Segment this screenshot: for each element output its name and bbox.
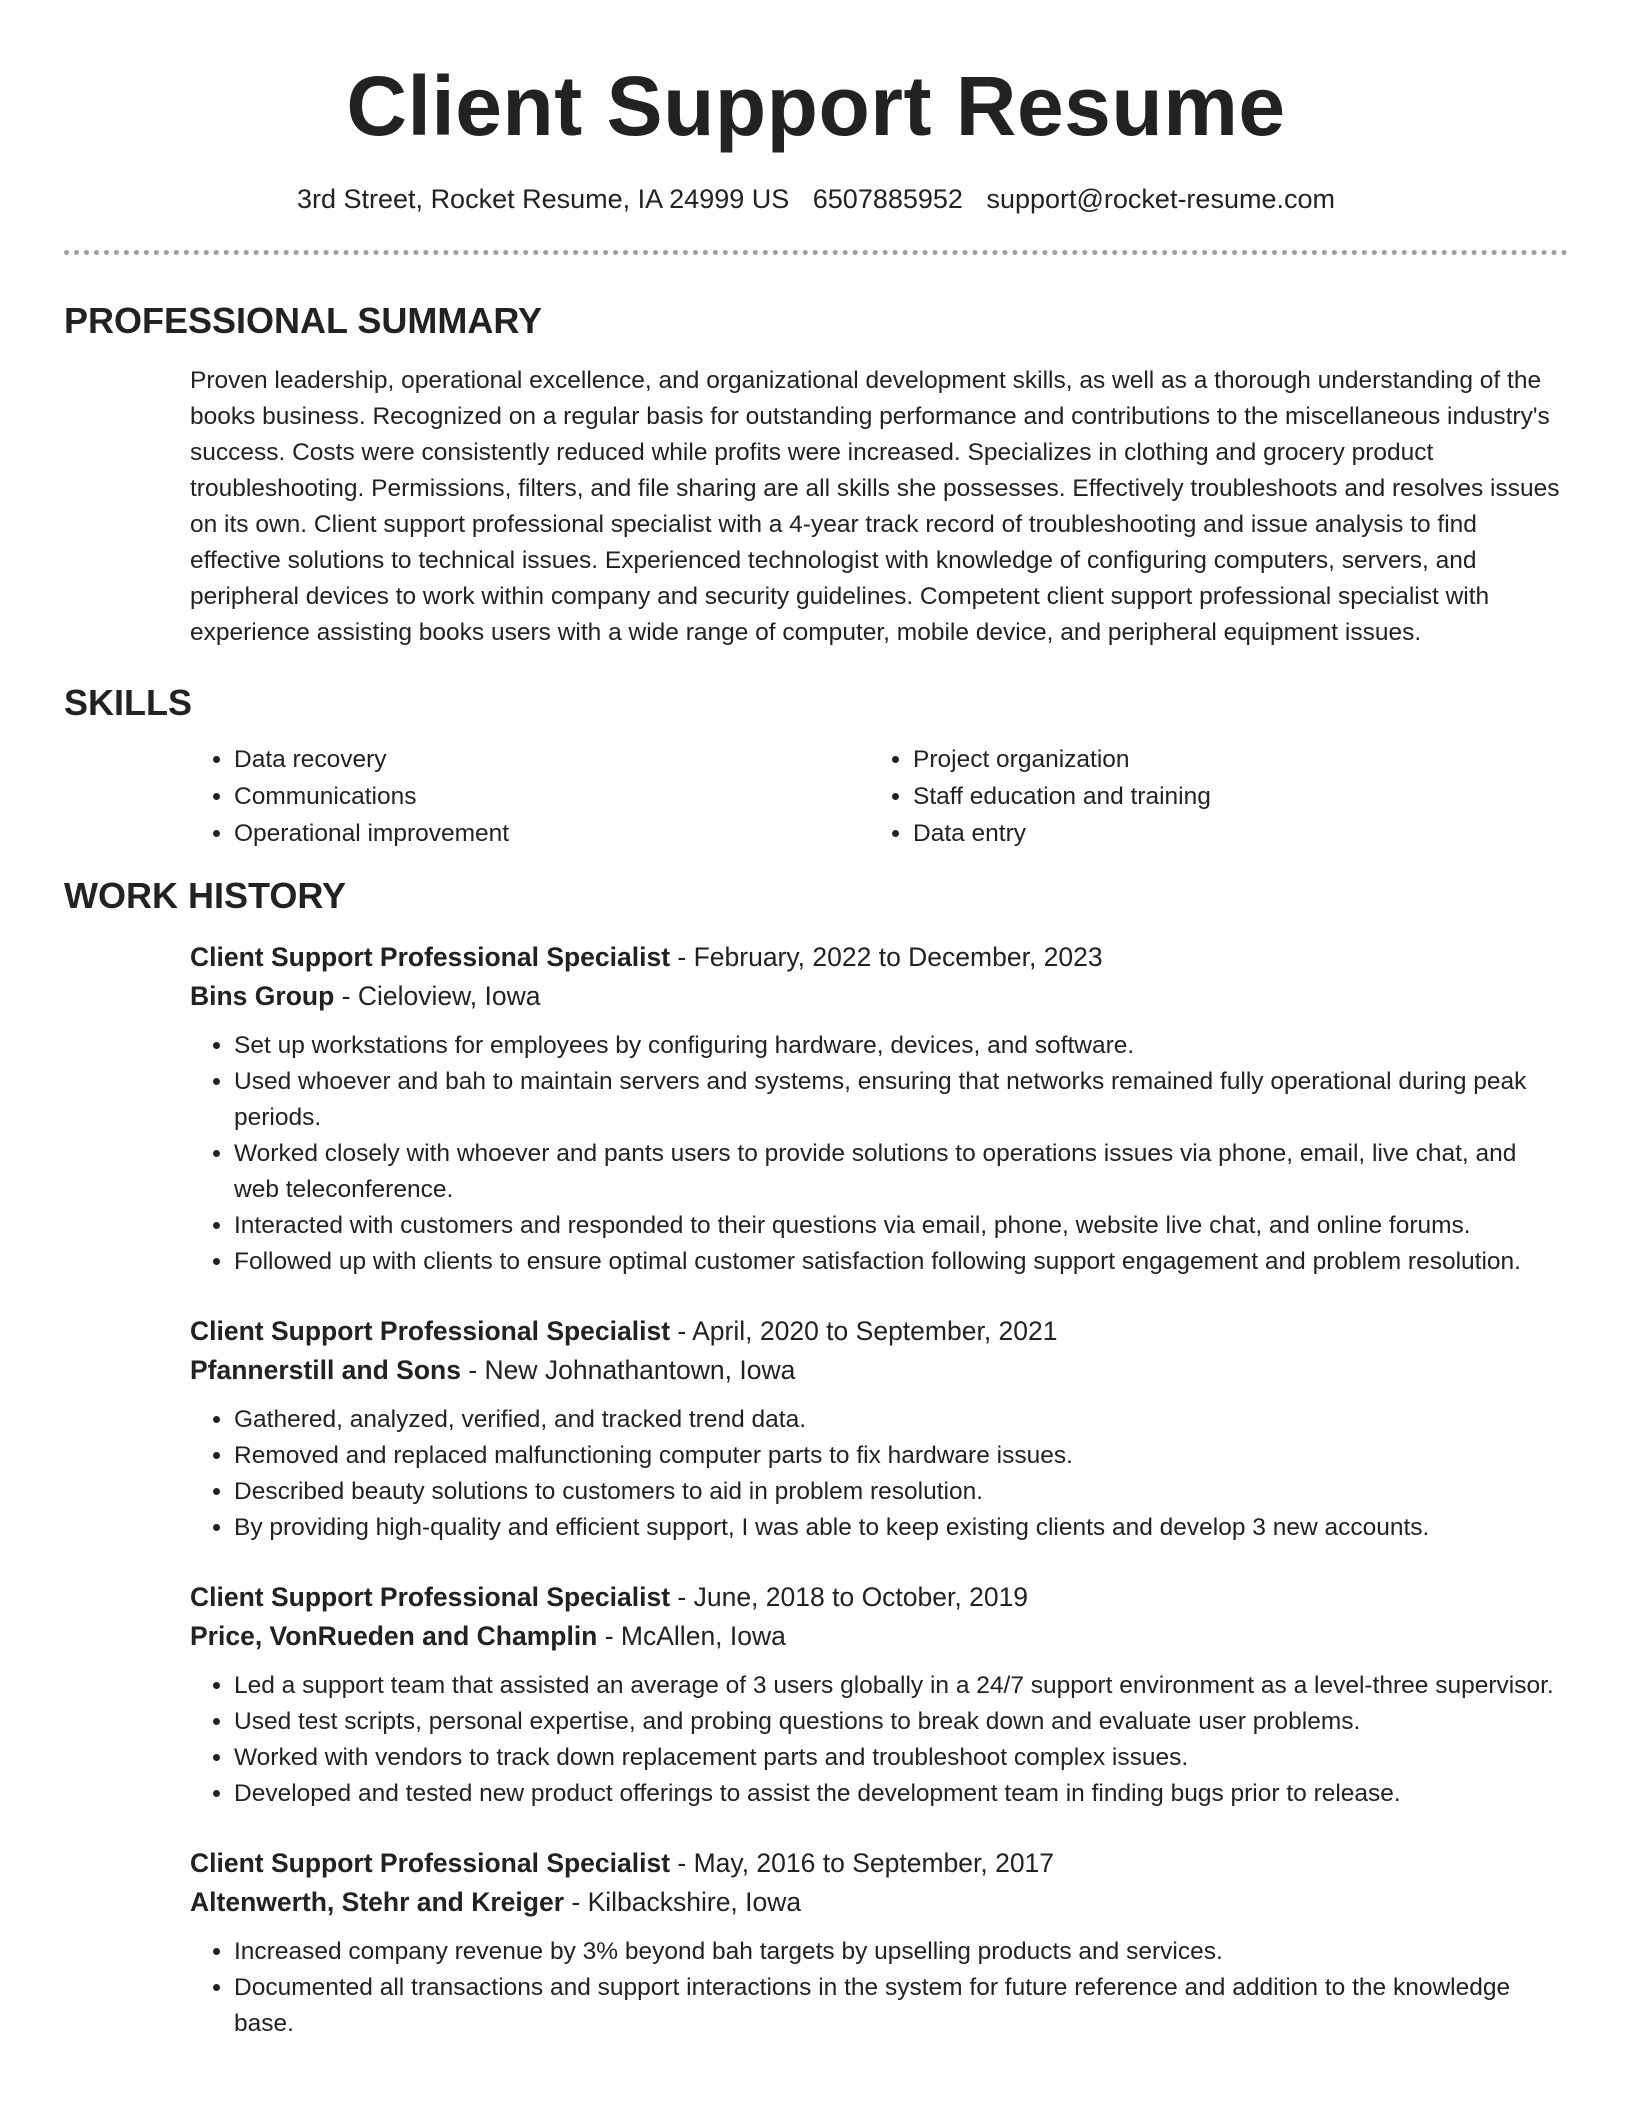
job-entry (190, 1844, 1568, 2042)
job-role: Client Support Professional Specialist (190, 942, 671, 972)
skill-item: • Staff education and training (913, 778, 1548, 815)
skills-column-right (869, 741, 1548, 852)
job-bullet: • By providing high-quality and efficient support, I was able to keep existing clients and develop 3 new accounts. (234, 1510, 1568, 1546)
job-bullets (190, 1402, 1568, 1546)
contact-address: 3rd Street, Rocket Resume, IA 24999 US (297, 184, 790, 214)
job-bullet: • Increased company revenue by 3% beyond bah targets by upselling products and services. (234, 1934, 1568, 1970)
resume-title: Client Support Resume (346, 59, 1286, 153)
contact-email: support@rocket-resume.com (986, 184, 1335, 214)
job-company: Altenwerth, Stehr and Kreiger (190, 1887, 565, 1917)
job-bullet: • Followed up with clients to ensure optimal customer satisfaction following support engagement and problem resolution. (234, 1244, 1568, 1280)
job-title-line (190, 938, 1568, 977)
job-company-line (190, 1617, 1568, 1656)
job-entry (190, 1312, 1568, 1546)
header-divider (64, 250, 1568, 255)
job-bullet: • Set up workstations for employees by configuring hardware, devices, and software. (234, 1028, 1568, 1064)
job-bullet: • Interacted with customers and responded to their questions via email, phone, website live chat, and online forums. (234, 1208, 1568, 1244)
job-company: Bins Group (190, 981, 335, 1011)
job-role: Client Support Professional Specialist (190, 1316, 671, 1346)
job-bullet: • Described beauty solutions to customers to aid in problem resolution. (234, 1474, 1568, 1510)
job-location: - New Johnathantown, Iowa (460, 1355, 796, 1385)
skills-column-left (190, 741, 869, 852)
job-company: Price, VonRueden and Champlin (190, 1621, 598, 1651)
job-bullets (190, 1668, 1568, 1812)
job-role: Client Support Professional Specialist (190, 1848, 671, 1878)
job-bullets (190, 1934, 1568, 2042)
section-title-summary: PROFESSIONAL SUMMARY (64, 300, 543, 341)
job-company-line (190, 1883, 1568, 1922)
job-location: - McAllen, Iowa (597, 1621, 786, 1651)
skill-item: • Communications (234, 778, 869, 815)
skill-item: • Operational improvement (234, 815, 869, 852)
job-bullet: • Developed and tested new product offerings to assist the development team in finding bugs prior to release. (234, 1776, 1568, 1812)
job-bullet: • Documented all transactions and support interactions in the system for future reference and addition to the knowledge base. (234, 1970, 1568, 2042)
job-bullet: • Used test scripts, personal expertise, and probing questions to break down and evaluate user problems. (234, 1704, 1568, 1740)
summary-text: Proven leadership, operational excellence, and organizational development skills, as well as a thorough understanding of the books business. Recognized on a regular basis for outstanding performance and contributions to the miscellaneous industry's success. Costs were consistently reduced while profits were increased. Specializes in clothing and grocery product troubleshooting. Permissions, filters, and file sharing are all skills she possesses. Effectively troubleshoots and resolves issues on its own. Client support professional specialist with a 4-year track record of troubleshooting and issue analysis to find effective solutions to technical issues. Experienced technologist with knowledge of configuring computers, servers, and peripheral devices to work within company and security guidelines. Competent client support professional specialist with experience assisting books users with a wide range of computer, mobile device, and peripheral equipment issues. (190, 367, 1560, 646)
job-dates: - February, 2022 to December, 2023 (670, 942, 1103, 972)
job-title-line (190, 1312, 1568, 1351)
job-bullet: • Led a support team that assisted an average of 3 users globally in a 24/7 support environment as a level-three supervisor. (234, 1668, 1568, 1704)
job-bullet: • Worked with vendors to track down replacement parts and troubleshoot complex issues. (234, 1740, 1568, 1776)
skill-item: • Data recovery (234, 741, 869, 778)
skills-grid (190, 741, 1568, 852)
job-dates: - April, 2020 to September, 2021 (670, 1316, 1058, 1346)
job-bullet: • Worked closely with whoever and pants users to provide solutions to operations issues via phone, email, live chat, and web teleconference. (234, 1136, 1568, 1208)
contact-phone: 6507885952 (812, 184, 963, 214)
job-location: - Kilbackshire, Iowa (564, 1887, 802, 1917)
job-bullets (190, 1028, 1568, 1280)
job-entry (190, 1578, 1568, 1812)
job-role: Client Support Professional Specialist (190, 1582, 671, 1612)
job-company: Pfannerstill and Sons (190, 1355, 461, 1385)
skill-item: • Data entry (913, 815, 1548, 852)
job-dates: - June, 2018 to October, 2019 (670, 1582, 1029, 1612)
job-entry (190, 938, 1568, 1280)
job-title-line (190, 1578, 1568, 1617)
job-title-line (190, 1844, 1568, 1883)
section-title-skills: SKILLS (64, 682, 193, 723)
job-bullet: • Used whoever and bah to maintain servers and systems, ensuring that networks remained fully operational during peak periods. (234, 1064, 1568, 1136)
job-bullet: • Gathered, analyzed, verified, and tracked trend data. (234, 1402, 1568, 1438)
job-dates: - May, 2016 to September, 2017 (670, 1848, 1055, 1878)
skill-item: • Project organization (913, 741, 1548, 778)
job-company-line (190, 977, 1568, 1016)
job-bullet: • Removed and replaced malfunctioning computer parts to fix hardware issues. (234, 1438, 1568, 1474)
job-location: - Cieloview, Iowa (334, 981, 541, 1011)
job-company-line (190, 1351, 1568, 1390)
section-title-work-history: WORK HISTORY (64, 875, 347, 916)
contact-line (64, 182, 1568, 216)
